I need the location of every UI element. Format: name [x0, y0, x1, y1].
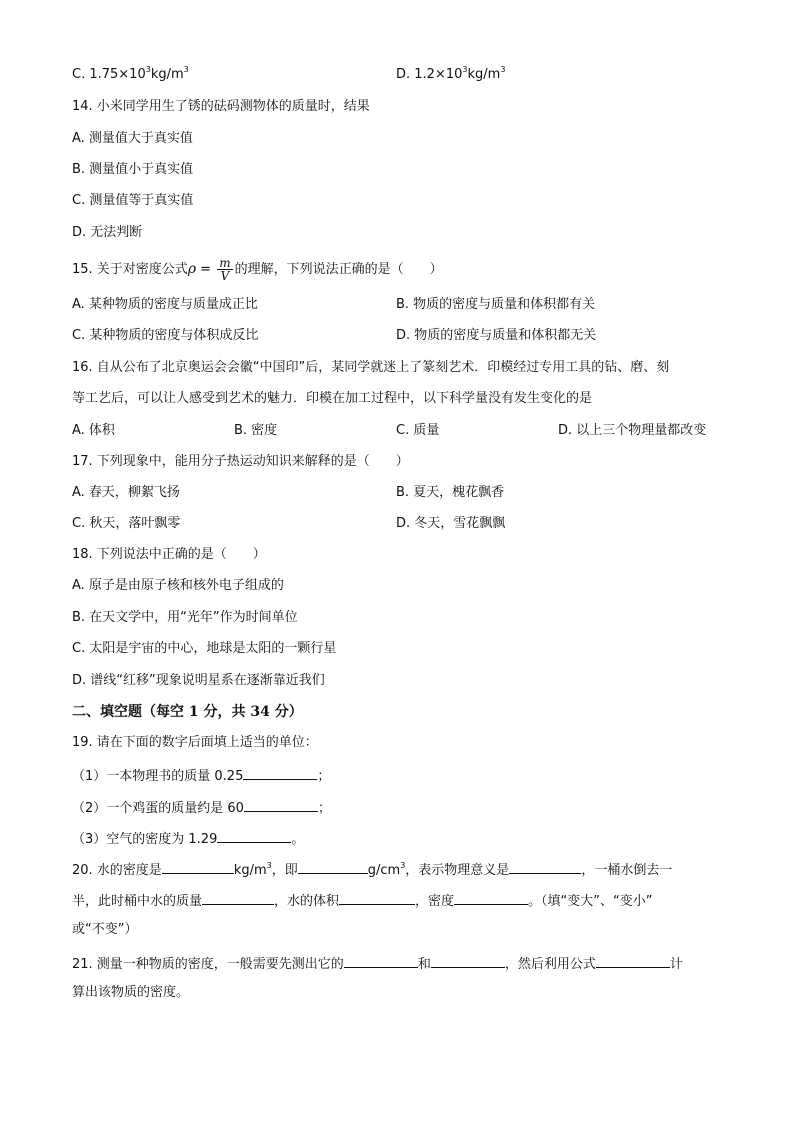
- density-formula-fraction: $\frac{m}{V}$: [219, 256, 231, 283]
- option-d-top: D. $1.2\times 10^3kg/m^3$: [396, 65, 506, 82]
- option-c-top: C. $1.75\times 10^3kg/m^3$: [72, 65, 189, 82]
- q19-item-1: （1）一本物理书的质量 0.25 ；: [72, 765, 330, 786]
- q17-option-d: D. 冬天，雪花飘飘: [396, 516, 506, 531]
- q17-option-c: C. 秋天，落叶飘零: [72, 516, 181, 531]
- answer-blank[interactable]: [339, 890, 415, 905]
- q19-item-3: （3）空气的密度为 1.29 。: [72, 828, 304, 849]
- answer-blank[interactable]: [596, 953, 670, 968]
- section-heading: 二、填空题（每空 1 分，共 34 分）: [72, 704, 303, 720]
- q21-line2: 算出该物质的密度。: [72, 985, 190, 1000]
- q20-line1: 20. 水的密度是 $kg/m^3$，即 $g/cm^3$，表示物理意义是 ，一桶水倒去一: [72, 861, 673, 878]
- answer-blank[interactable]: [243, 765, 317, 780]
- q15-option-b: B. 物质的密度与质量和体积都有关: [396, 297, 596, 312]
- answer-blank[interactable]: [244, 797, 318, 812]
- q16-option-c: C. 质量: [396, 423, 440, 438]
- answer-blank[interactable]: [298, 859, 368, 874]
- q15-stem: 15. 关于对密度公式ρ = $\frac{m}{V}$ 的理解，下列说法正确的是（ ）: [72, 256, 443, 283]
- q16-option-b: B. 密度: [234, 423, 278, 438]
- answer-blank[interactable]: [202, 890, 274, 905]
- q17-stem: 17. 下列现象中，能用分子热运动知识来解释的是（ ）: [72, 454, 409, 469]
- q17-option-a: A. 春天，柳絮飞扬: [72, 485, 180, 500]
- q21-line1: 21. 测量一种物质的密度，一般需要先测出它的 和 ，然后利用公式 计: [72, 953, 683, 974]
- answer-blank[interactable]: [454, 890, 528, 905]
- answer-blank[interactable]: [509, 859, 581, 874]
- q14-option-b: B. 测量值小于真实值: [72, 162, 194, 177]
- q15-option-c: C. 某种物质的密度与体积成反比: [72, 328, 259, 343]
- q18-option-d: D. 谱线“红移”现象说明星系在逐渐靠近我们: [72, 673, 325, 688]
- q17-option-b: B. 夏天，槐花飘香: [396, 485, 505, 500]
- q14-option-d: D. 无法判断: [72, 225, 143, 240]
- answer-blank[interactable]: [217, 828, 291, 843]
- answer-blank[interactable]: [344, 953, 418, 968]
- q15-option-d: D. 物质的密度与质量和体积都无关: [396, 328, 597, 343]
- q18-option-c: C. 太阳是宇宙的中心，地球是太阳的一颗行星: [72, 641, 337, 656]
- q16-option-d: D. 以上三个物理量都改变: [558, 423, 707, 438]
- q19-stem: 19. 请在下面的数字后面填上适当的单位：: [72, 735, 318, 750]
- q18-option-a: A. 原子是由原子核和核外电子组成的: [72, 578, 284, 593]
- q19-item-2: （2）一个鸡蛋的质量约是 60 ；: [72, 797, 331, 818]
- q14-stem: 14. 小米同学用生了锈的砝码测物体的质量时，结果: [72, 99, 370, 114]
- q18-stem: 18. 下列说法中正确的是（ ）: [72, 547, 266, 562]
- q18-option-b: B. 在天文学中，用“光年”作为时间单位: [72, 610, 298, 625]
- q20-line3: 或“不变”）: [72, 922, 138, 937]
- q14-option-c: C. 测量值等于真实值: [72, 193, 194, 208]
- q15-option-a: A. 某种物质的密度与质量成正比: [72, 297, 258, 312]
- q16-stem-line1: 16. 自从公布了北京奥运会会徽“中国印”后，某同学就迷上了篆刻艺术．印模经过专用工具的钻、磨、刻: [72, 360, 670, 375]
- q16-stem-line2: 等工艺后，可以让人感受到艺术的魅力．印模在加工过程中，以下科学量没有发生变化的是: [72, 391, 593, 406]
- answer-blank[interactable]: [431, 953, 505, 968]
- q16-option-a: A. 体积: [72, 423, 115, 438]
- answer-blank[interactable]: [162, 859, 234, 874]
- q14-option-a: A. 测量值大于真实值: [72, 131, 193, 146]
- rho-symbol: ρ: [187, 261, 197, 277]
- q20-line2: 半，此时桶中水的质量 ，水的体积 ，密度 。（填“变大”、“变小”: [72, 890, 653, 911]
